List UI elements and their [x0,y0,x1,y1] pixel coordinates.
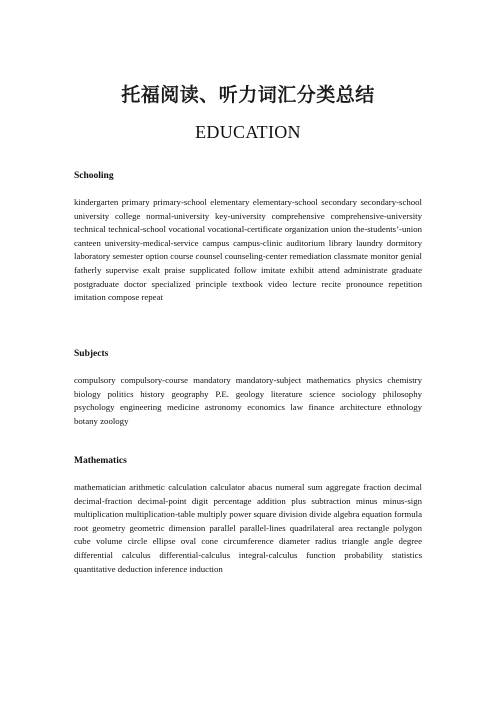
page-subtitle: EDUCATION [195,122,301,142]
section-body: mathematician arithmetic calculation calculator abacus numeral sum aggregate fraction decimal decimal-fraction decimal-point digit percentage addition plus subtraction minus minus-sign multiplication multiplication-table multiply power square division divide algebra equation formula root geometry geometric dimension parallel parallel-lines quadrilateral area rectangle polygon cube volume circle ellipse oval cone circumference diameter radius triangle angle degree differential calculus differential-calculus integral-calculus function probability statistics quantitative deduction inference induction [74,482,422,574]
page-title: 托福阅读、听力词汇分类总结 [121,84,375,106]
section-subjects [74,349,422,428]
section-schooling [74,171,422,305]
section-heading: Subjects [74,349,109,359]
section-heading: Schooling [74,171,114,181]
section-body: compulsory compulsory-course mandatory mandatory-subject mathematics physics chemistry biology politics history geography P.E. geology literature science sociology philosophy psychology engineering medicine astronomy economics law finance architecture ethnology botany zoology [74,375,422,426]
section-heading: Mathematics [74,456,127,466]
section-mathematics [74,456,422,576]
section-body: kindergarten primary primary-school elementary elementary-school secondary secondary-school university college normal-university key-university comprehensive comprehensive-university technical technical-school vocational vocational-certificate organization union the-students’-union canteen university-medical-service campus campus-clinic auditorium library laundry dormitory laboratory semester option course counsel counseling-center remediation classmate monitor genial fatherly supervise exalt praise supplicated follow imitate exhibit attend administrate graduate postgraduate doctor specialized principle textbook video lecture recite pronounce repetition imitation compose repeat [74,197,422,303]
